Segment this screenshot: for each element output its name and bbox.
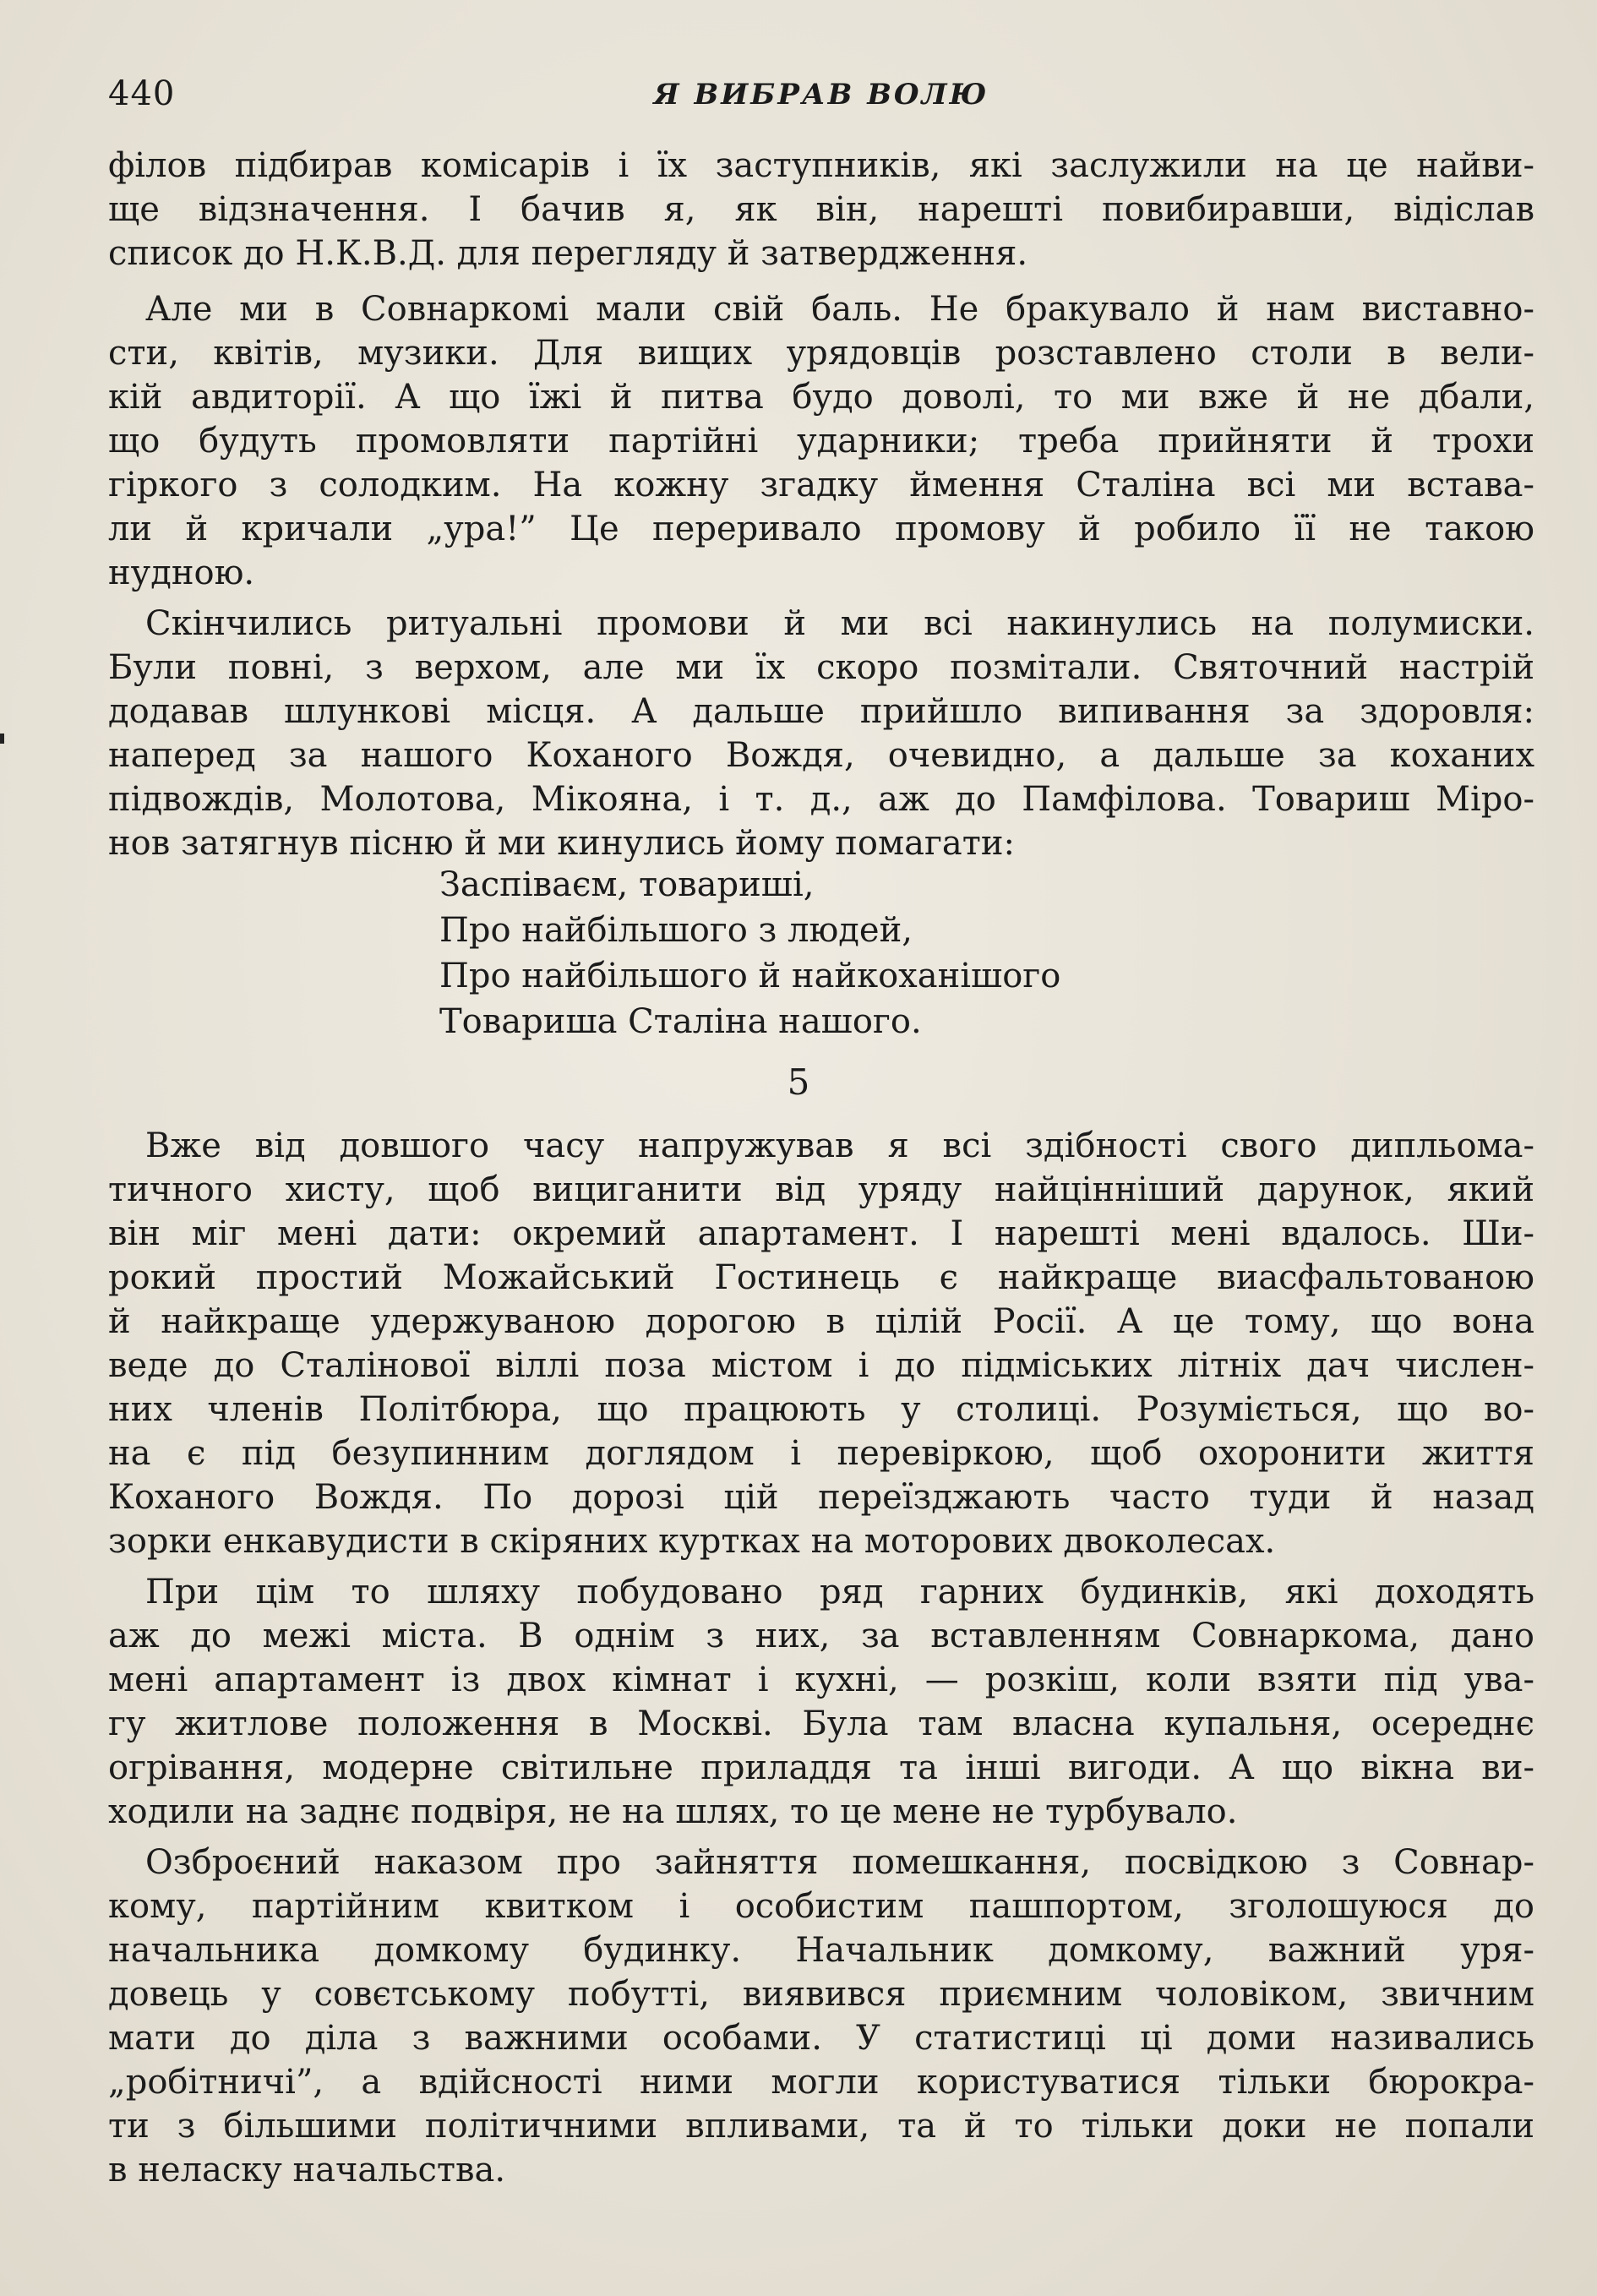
text-line: підвождів, Молотова, Мікояна, і т. д., аж до Памфілова. Товариш Міро- [108,780,1534,819]
text-line: список до Н.К.В.Д. для перегляду й затвердження. [108,234,1028,273]
text-line: що будуть промовляти партійні ударники; треба прийняти й трохи [108,422,1534,461]
text-line: кому, партійним квитком і особистим пашпортом, зголошуюся до [108,1887,1534,1926]
text-line: кій авдиторії. А що їжі й питва будо доволі, то ми вже й не дбали, [108,378,1534,417]
text-line: тичного хисту, щоб вициганити від уряду найцінніший дарунок, який [108,1170,1534,1209]
text-line: гу житлове положення в Москві. Була там власна купальня, осереднє [108,1704,1534,1743]
verse-line: Про найбільшого з людей, [439,911,913,950]
text-line: ще відзначення. І бачив я, як він, нарешті повибиравши, відіслав [108,190,1534,229]
text-line: веде до Сталінової віллі поза містом і до підміських літніх дач числен- [108,1346,1534,1385]
text-line: „робітничі”, а вдійсності ними могли користуватися тільки бюрокра- [108,2063,1534,2102]
text-line: нудною. [108,554,255,592]
page-header [108,74,1534,125]
verse-line: Про найбільшого й найкоханішого [439,957,1061,995]
text-line: Вже від довшого часу напружував я всі здібності свого дипльома- [145,1126,1534,1165]
margin-mark [0,734,4,744]
text-line: філов підбирав комісарів і їх заступників, які заслужили на це найви- [108,146,1534,185]
text-line: аж до межі міста. В однім з них, за вставленням Совнаркома, дано [108,1617,1534,1655]
text-line: мати до діла з важними особами. У статистиці ці доми називались [108,2019,1534,2058]
text-line: них членів Політбюра, що працюють у столиці. Розуміється, що во- [108,1390,1534,1429]
text-line: наперед за нашого Коханого Вождя, очевидно, а дальше за коханих [108,736,1534,775]
text-line: ходили на заднє подвіря, не на шлях, то це мене не турбувало. [108,1792,1238,1831]
text-line: мені апартамент із двох кімнат і кухні, — розкіш, коли взяти під ува- [108,1661,1534,1699]
text-line: додавав шлункові місця. А дальше прийшло випивання за здоровля: [108,692,1534,731]
text-line: на є під безупинним доглядом і перевіркою, щоб охоронити життя [108,1434,1534,1473]
text-line: Але ми в Совнаркомі мали свій баль. Не бракувало й нам виставно- [145,290,1534,329]
text-line: Озброєний наказом про зайняття помешкання, посвідкою з Совнар- [145,1843,1534,1882]
running-title: Я ВИБРАВ ВОЛЮ [653,78,989,112]
text-line: ти з більшими політичними впливами, та й то тільки доки не попали [108,2107,1534,2146]
paragraph-1 [108,144,1534,275]
text-line: Коханого Вождя. По дорозі цій переїзджають часто туди й назад [108,1478,1534,1517]
text-line: довець у совєтському побутті, виявився приємним чоловіком, звичним [108,1975,1534,2014]
text-line: сти, квітів, музики. Для вищих урядовців розставлено столи в вели- [108,334,1534,373]
verse-line: Товариша Сталіна нашого. [439,1002,922,1041]
text-line: в неласку начальства. [108,2151,506,2190]
text-line: рокий простий Можайський Гостинець є найкраще виасфальтованою [108,1258,1534,1297]
page-number: 440 [108,74,176,113]
text-line: Скінчились ритуальні промови й ми всі накинулись на полумиски. [145,604,1534,643]
verse-line: Заспіваєм, товариші, [439,865,815,904]
paragraph-4 [108,1124,1534,1563]
text-line: й найкраще удержуваною дорогою в цілій Росії. А це тому, що вона [108,1302,1534,1341]
song-verse [439,862,1200,1044]
paragraph-3 [108,602,1534,865]
text-line: гіркого з солодким. На кожну згадку ймення Сталіна всі ми встава- [108,466,1534,504]
text-line: начальника домкому будинку. Начальник домкому, важний уря- [108,1931,1534,1970]
paragraph-6 [108,1841,1534,2192]
paragraph-2 [108,287,1534,595]
paragraph-5 [108,1570,1534,1834]
text-line: При цім то шляху побудовано ряд гарних будинків, які доходять [145,1573,1534,1612]
text-line: нов затягнув пісню й ми кинулись йому помагати: [108,824,1016,863]
text-line: ли й кричали „ура!” Це переривало промову й робило її не такою [108,510,1534,548]
section-number: 5 [787,1061,810,1103]
text-line: Були повні, з верхом, але ми їх скоро позмітали. Святочний настрій [108,648,1534,687]
text-line: огрівання, модерне світильне приладдя та інші вигоди. А що вікна ви- [108,1748,1534,1787]
text-line: він міг мені дати: окремий апартамент. І нарешті мені вдалось. Ши- [108,1214,1534,1253]
text-line: зорки енкавудисти в скіряних куртках на моторових двоколесах. [108,1522,1276,1561]
